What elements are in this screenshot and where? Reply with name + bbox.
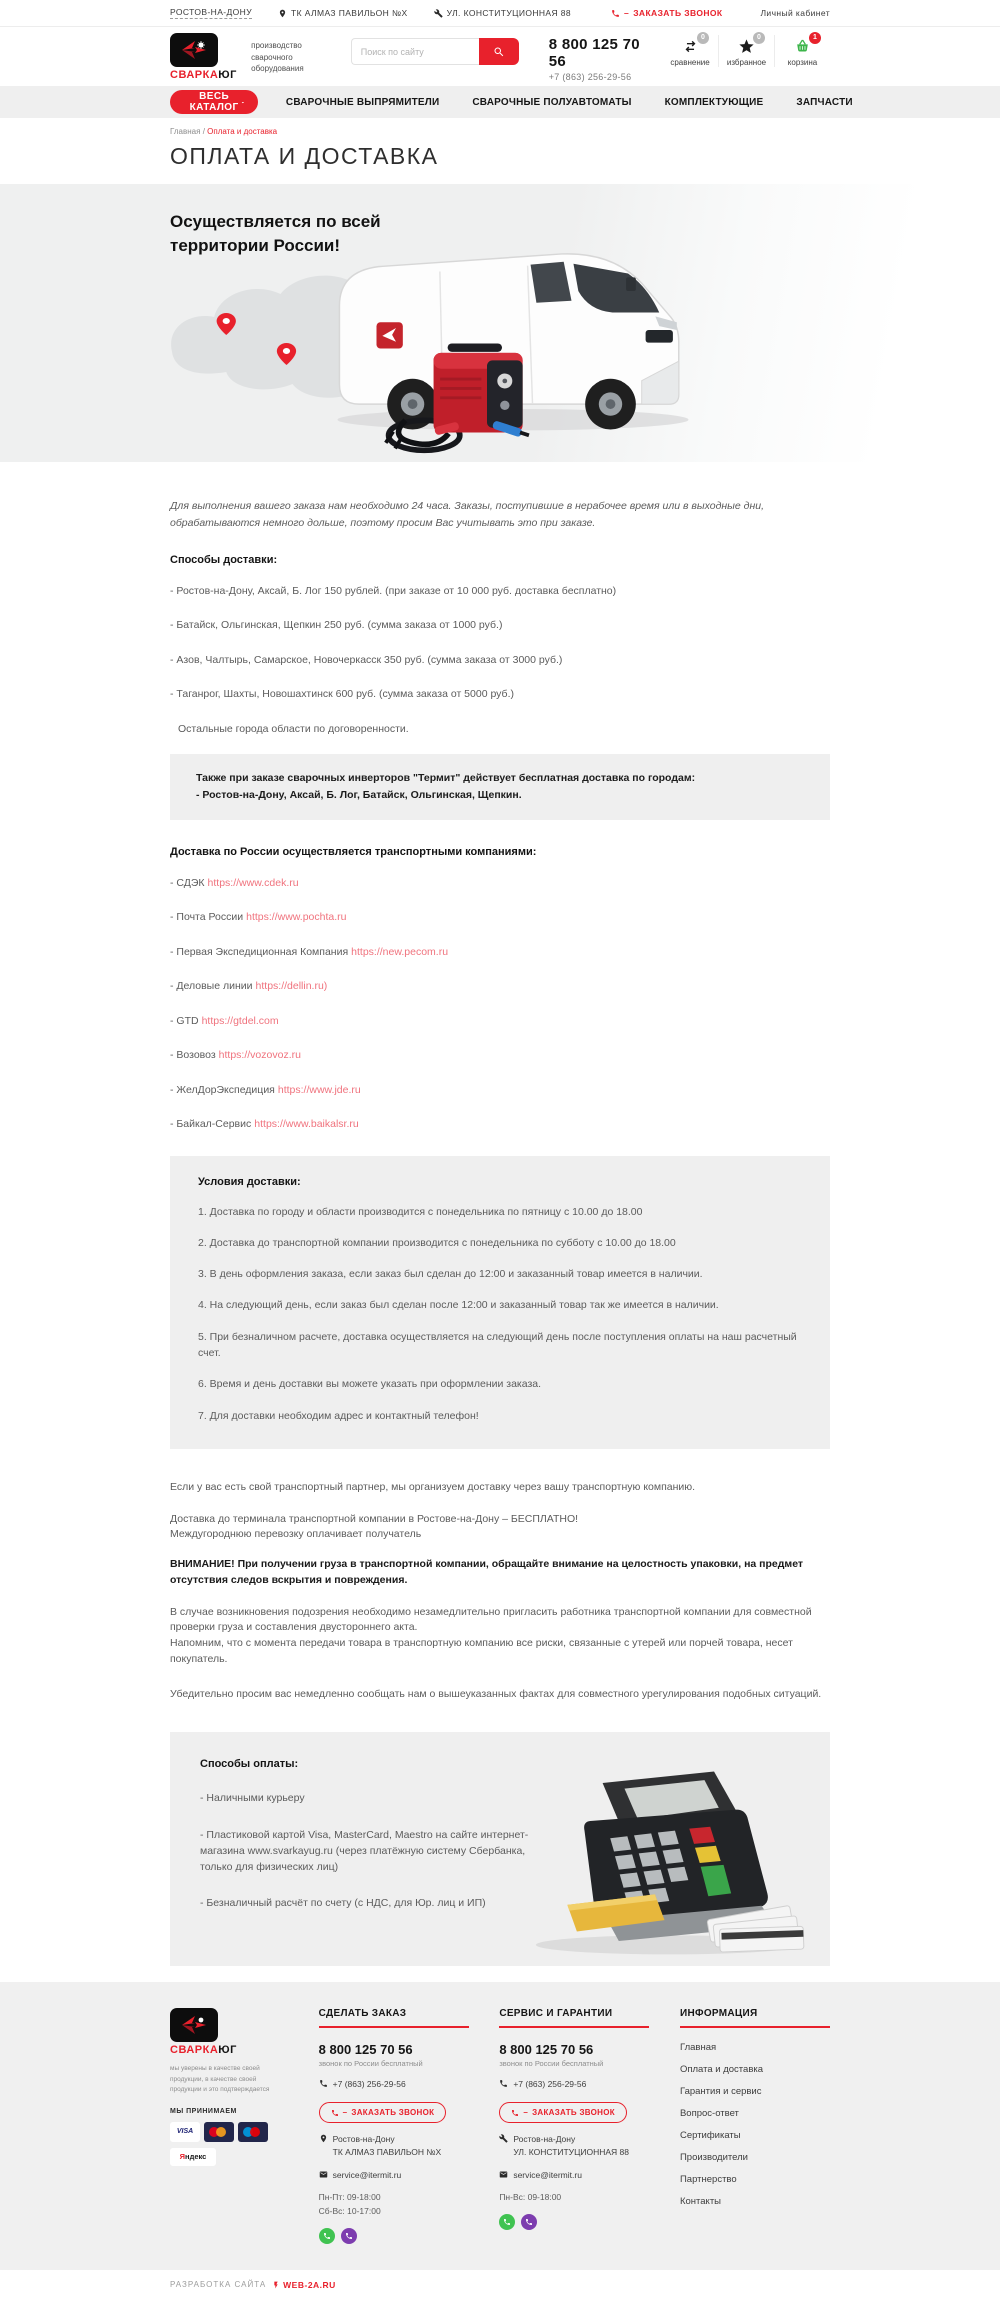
company-name: - Деловые линии — [170, 980, 253, 993]
favorites-count-badge: 0 — [753, 32, 765, 44]
footer-logo-wordmark — [170, 2044, 288, 2056]
companies-title: Доставка по России осуществляется транспортными компаниями: — [170, 845, 537, 858]
list-item: 4. На следующий день, если заказ был сделан после 12:00 и заказанный товар так же имеется в наличии. — [198, 1299, 719, 1312]
we-accept-label: МЫ ПРИНИМАЕМ — [170, 2107, 237, 2115]
callback-link[interactable] — [611, 8, 722, 18]
list-item — [170, 947, 830, 958]
list-item: - Батайск, Ольгинская, Щепкин 250 руб. (сумма заказа от 1000 руб.) — [170, 619, 503, 632]
nav-item-components[interactable]: КОМПЛЕКТУЮЩИЕ — [664, 96, 764, 108]
delivery-conditions-box — [170, 1156, 830, 1449]
logo-wordmark — [170, 69, 241, 81]
header — [0, 27, 1000, 86]
list-item — [170, 1016, 830, 1027]
footer-email-label: service@itermit.ru — [332, 2169, 402, 2180]
yandex-rest: ндекс — [185, 2152, 207, 2162]
logo-mark — [170, 33, 218, 67]
footer-phone-alt — [319, 2078, 469, 2091]
pos-terminal-graphic — [507, 1762, 822, 1962]
delivery-methods-list — [170, 586, 830, 700]
callback-button[interactable] — [319, 2102, 447, 2123]
favorites-button[interactable] — [718, 35, 774, 67]
breadcrumb — [170, 127, 830, 136]
termit-note-line1: Также при заказе сварочных инверторов "Термит" действует бесплатная доставка по городам: — [196, 772, 696, 785]
address-street — [434, 8, 571, 18]
phone-main: 8 800 125 70 56 — [548, 36, 640, 70]
breadcrumb-home[interactable]: Главная — [170, 127, 201, 136]
footer-phone-alt — [499, 2078, 649, 2091]
footer-phone-main: 8 800 125 70 56 — [318, 2042, 413, 2058]
footer-info-column — [680, 2008, 830, 2243]
mastercard-icon — [204, 2122, 234, 2142]
phone-icon — [499, 2079, 508, 2088]
logo-word-black: ЮГ — [218, 69, 237, 81]
delivery-note: Остальные города области по договоренности. — [178, 722, 409, 735]
delivery-banner — [0, 184, 1000, 462]
terminal-paragraph — [170, 1512, 830, 1542]
footer-link-faq[interactable]: Вопрос-ответ — [679, 2108, 739, 2120]
basket-icon — [794, 38, 811, 55]
developer-link[interactable] — [272, 2280, 336, 2290]
search — [351, 38, 519, 65]
breadcrumb-separator: / — [202, 127, 205, 136]
phone-alt: +7 (863) 256-29-56 — [548, 72, 632, 82]
nav-links — [286, 97, 853, 108]
viber-icon[interactable] — [521, 2214, 537, 2230]
nav-item-semiautomatics[interactable]: СВАРОЧНЫЕ ПОЛУАВТОМАТЫ — [472, 96, 632, 108]
compare-count-badge: 0 — [697, 32, 709, 44]
list-item — [170, 912, 830, 923]
list-item: - Пластиковой картой Visa, MasterCard, Maestro на сайте интернет-магазина www.svarkayug.ru (через платёжную систему Сбербанка, только для физических лиц) — [200, 1828, 529, 1874]
footer-logo-mark[interactable] — [170, 2008, 218, 2042]
search-input[interactable] — [351, 38, 479, 65]
location-pin-icon — [319, 2134, 328, 2143]
logo[interactable] — [170, 33, 241, 81]
lightning-icon — [272, 2280, 280, 2290]
header-phones — [549, 36, 640, 82]
cart-button[interactable] — [774, 35, 830, 67]
nav-item-spares[interactable]: ЗАПЧАСТИ — [796, 96, 853, 108]
suspicion-paragraph — [170, 1605, 830, 1668]
envelope-icon — [319, 2170, 328, 2179]
compare-button[interactable] — [662, 35, 718, 67]
footer-address-line2: УЛ. КОНСТИТУЦИОННАЯ 88 — [513, 2146, 629, 2157]
company-link[interactable]: https://gtdel.com — [201, 1014, 279, 1027]
list-item: 5. При безналичном расчете, доставка осуществляется на следующий день после поступления оплаты на наш расчетный счет. — [198, 1330, 797, 1360]
address-pavilion-label: ТК АЛМАЗ ПАВИЛЬОН №X — [291, 8, 408, 18]
list-item — [170, 878, 830, 889]
list-item — [170, 981, 830, 992]
list-item — [170, 1119, 830, 1130]
header-actions — [662, 35, 830, 67]
footer-social — [319, 2228, 469, 2244]
tagline: производство сварочного оборудования — [251, 41, 304, 74]
maestro-icon — [238, 2122, 268, 2142]
company-name: - СДЭК — [170, 876, 205, 889]
termit-note-line2: - Ростов-на-Дону, Аксай, Б. Лог, Батайск, Ольгинская, Щепкин. — [196, 788, 522, 801]
city-selector[interactable]: РОСТОВ-НА-ДОНУ — [170, 7, 253, 17]
footer-about-text: мы уверены в качестве своей продукции, в качестве своей продукции и это подтверждается — [170, 2065, 270, 2094]
footer-service-column — [499, 2008, 649, 2243]
compare-label: сравнение — [670, 58, 710, 67]
footer — [0, 1982, 1000, 2269]
conditions-list — [198, 1204, 802, 1424]
phone-icon — [511, 2109, 519, 2117]
hours-line1: Пн-Вс: 09-18:00 — [499, 2192, 562, 2203]
footer-bottom-bar — [0, 2270, 1000, 2300]
delivery-methods-title: Способы доставки: — [170, 553, 278, 566]
brand-arrow-icon — [179, 38, 209, 62]
catalog-button[interactable] — [170, 90, 258, 114]
partner-paragraph: Если у вас есть свой транспортный партнер, мы организуем доставку через вашу транспортную компанию. — [170, 1480, 696, 1493]
callback-label: ЗАКАЗАТЬ ЗВОНОК — [633, 8, 723, 18]
footer-link-certificates[interactable]: Сертификаты — [679, 2130, 741, 2142]
payment-methods-box — [170, 1732, 830, 1966]
chevron-down-icon — [240, 98, 246, 107]
callback-dash: – — [523, 2108, 529, 2118]
list-item: 6. Время и день доставки вы можете указать при оформлении заказа. — [198, 1378, 542, 1391]
visa-card-icon: VISA — [170, 2122, 200, 2142]
viber-icon[interactable] — [341, 2228, 357, 2244]
suspicion-line1: В случае возникновения подозрения необходимо незамедлительно пригласить работника транспортной компании для совместной проверки груза и составления двустороннего акта. — [170, 1605, 812, 1634]
info-column-title: ИНФОРМАЦИЯ — [680, 2008, 830, 2028]
banner-heading — [170, 210, 381, 258]
footer-hours — [319, 2191, 469, 2218]
company-name: - Первая Экспедиционная Компания — [170, 945, 349, 958]
nav-item-rectifiers[interactable]: СВАРОЧНЫЕ ВЫПРЯМИТЕЛИ — [285, 96, 440, 108]
suspicion-line2: Напомним, что с момента передачи товара в транспортную компанию все риски, связанные с утерей или порчей товара, несет покупатель. — [170, 1637, 793, 1665]
phone-icon — [319, 2079, 328, 2088]
footer-link-warranty-service[interactable]: Гарантия и сервис — [679, 2086, 762, 2098]
company-name: - ЖелДорЭкспедиция — [170, 1083, 275, 1096]
list-item — [170, 1050, 830, 1061]
company-link[interactable]: https://vozovoz.ru — [218, 1049, 301, 1062]
company-link[interactable]: https://www.jde.ru — [277, 1083, 361, 1096]
main-content — [170, 462, 830, 1966]
favorites-label: избранное — [726, 58, 767, 67]
company-link[interactable]: https://www.baikalsr.ru — [254, 1118, 359, 1131]
footer-brand-column — [170, 2008, 288, 2243]
whatsapp-icon[interactable] — [319, 2228, 335, 2244]
callback-label: ЗАКАЗАТЬ ЗВОНОК — [532, 2108, 615, 2118]
wrench-icon — [499, 2134, 508, 2143]
phone-icon — [331, 2109, 339, 2117]
footer-links — [680, 2042, 830, 2207]
phone-icon — [611, 9, 620, 18]
intro-paragraph: Для выполнения вашего заказа нам необходимо 24 часа. Заказы, поступившие в нерабочее время или в выходные дни, обрабатываются немного дольше, поэтому просим Вас учитывать это при заказе. — [170, 500, 764, 529]
footer-social — [499, 2214, 649, 2230]
company-link[interactable]: https://dellin.ru) — [255, 980, 328, 993]
welding-machine-graphic — [382, 334, 532, 456]
footer-order-column — [319, 2008, 469, 2243]
payment-cards — [170, 2122, 288, 2142]
payment-methods-list — [200, 1790, 545, 1911]
yandex-payment-icon — [170, 2148, 216, 2166]
footer-address-line2: ТК АЛМАЗ ПАВИЛЬОН №X — [332, 2146, 442, 2157]
footer-hours — [499, 2191, 649, 2205]
list-item: - Таганрог, Шахты, Новошахтинск 600 руб. (сумма заказа от 5000 руб.) — [170, 688, 514, 701]
address-pavilion — [278, 8, 408, 18]
brand-arrow-icon — [179, 2013, 209, 2037]
list-item — [170, 1085, 830, 1096]
company-name: - GTD — [170, 1014, 199, 1027]
order-column-title: СДЕЛАТЬ ЗАКАЗ — [319, 2008, 469, 2028]
main-nav — [0, 86, 1000, 118]
termit-free-delivery-box — [170, 754, 830, 820]
company-name: - Возовоз — [170, 1049, 216, 1062]
service-column-title: СЕРВИС И ГАРАНТИИ — [499, 2008, 649, 2028]
list-item: 2. Доставка до транспортной компании производится с понедельника по субботу с 10.00 до 18.00 — [198, 1236, 676, 1249]
attention-paragraph: ВНИМАНИЕ! При получении груза в транспортной компании, обращайте внимание на целостность упаковки, на предмет отсутствия следов вскрытия и повреждения. — [170, 1558, 804, 1587]
final-note-paragraph: Убедительно просим вас немедленно сообщать нам о вышеуказанных фактах для совместного урегулирования подобных ситуаций. — [170, 1687, 822, 1700]
footer-phone-note: звонок по России бесплатный — [499, 2059, 604, 2069]
location-pin-icon — [278, 9, 287, 18]
page-title: ОПЛАТА И ДОСТАВКА — [170, 143, 439, 169]
footer-address-line1: Ростов-на-Дону — [513, 2134, 576, 2145]
footer-phone-alt-label: +7 (863) 256-29-56 — [513, 2079, 587, 2090]
footer-email[interactable] — [319, 2169, 469, 2182]
cart-label: корзина — [787, 58, 818, 67]
company-name: - Байкал-Сервис — [170, 1118, 252, 1131]
callback-dash: – — [342, 2108, 348, 2118]
list-item: - Наличными курьеру — [200, 1792, 305, 1805]
list-item: - Ростов-на-Дону, Аксай, Б. Лог 150 рублей. (при заказе от 10 000 руб. доставка бесплатно) — [170, 584, 617, 597]
banner-heading-line1: Осуществляется по всей — [170, 212, 381, 231]
footer-link-manufacturers[interactable]: Производители — [679, 2152, 748, 2164]
list-item: 7. Для доставки необходим адрес и контактный телефон! — [198, 1409, 479, 1422]
banner-heading-line2: территории России! — [170, 235, 341, 255]
compare-icon — [682, 38, 699, 55]
topbar — [0, 0, 1000, 27]
logo-word-black: ЮГ — [218, 2044, 237, 2057]
footer-phone-main: 8 800 125 70 56 — [499, 2042, 594, 2058]
list-item: 1. Доставка по городу и области производится с понедельника по пятницу с 10.00 до 18.00 — [198, 1205, 643, 1218]
footer-phone-alt-label: +7 (863) 256-29-56 — [332, 2079, 406, 2090]
envelope-icon — [499, 2170, 508, 2179]
developer-prefix: РАЗРАБОТКА САЙТА — [170, 2280, 267, 2290]
callback-button[interactable] — [499, 2102, 627, 2123]
conditions-title: Условия доставки: — [198, 1175, 301, 1188]
footer-email-label: service@itermit.ru — [513, 2169, 582, 2180]
hours-line1: Пн-Пт: 09-18:00 — [318, 2192, 381, 2203]
footer-email[interactable] — [499, 2169, 649, 2182]
list-item: - Азов, Чалтырь, Самарское, Новочеркасск 350 руб. (сумма заказа от 3000 руб.) — [170, 653, 563, 666]
company-link[interactable]: https://www.cdek.ru — [207, 876, 299, 889]
star-icon — [738, 38, 755, 55]
logo-word-red: СВАРКА — [170, 69, 219, 81]
company-link[interactable]: https://new.pecom.ru — [351, 945, 449, 958]
company-name: - Почта России — [170, 911, 244, 924]
account-link[interactable]: Личный кабинет — [760, 8, 830, 18]
footer-link-home[interactable]: Главная — [679, 2042, 717, 2054]
breadcrumb-current: Оплата и доставка — [207, 127, 278, 136]
list-item: - Безналичный расчёт по счету (с НДС, для Юр. лиц и ИП) — [200, 1897, 486, 1910]
hours-line2: Сб-Вс: 10-17:00 — [318, 2205, 381, 2216]
logo-word-red: СВАРКА — [170, 2044, 219, 2057]
terminal-line2: Междугороднюю перевозку оплачивает получатель — [170, 1527, 422, 1540]
list-item: 3. В день оформления заказа, если заказ был сделан до 12:00 и заказанный товар имеется в наличии. — [198, 1268, 703, 1281]
footer-address — [499, 2133, 649, 2159]
terminal-line1: Доставка до терминала транспортной компании в Ростове-на-Дону – БЕСПЛАТНО! — [170, 1512, 579, 1525]
footer-phone-note: звонок по России бесплатный — [318, 2059, 423, 2069]
callback-dash: – — [624, 8, 630, 18]
footer-address — [319, 2133, 469, 2159]
catalog-button-label: ВЕСЬ КАТАЛОГ — [189, 91, 239, 113]
company-link[interactable]: https://www.pochta.ru — [246, 911, 347, 924]
developer-name: WEB-2A.RU — [283, 2279, 336, 2290]
companies-list — [170, 878, 830, 1130]
cart-count-badge: 1 — [809, 32, 821, 44]
search-icon — [493, 46, 505, 58]
footer-link-partnership[interactable]: Партнерство — [679, 2174, 737, 2186]
search-button[interactable] — [479, 38, 519, 65]
footer-address-line1: Ростов-на-Дону — [332, 2134, 395, 2145]
address-street-label: УЛ. КОНСТИТУЦИОННАЯ 88 — [446, 8, 572, 18]
callback-label: ЗАКАЗАТЬ ЗВОНОК — [351, 2108, 435, 2118]
footer-link-payment-delivery[interactable]: Оплата и доставка — [679, 2064, 764, 2076]
yandex-letter: Я — [179, 2152, 186, 2162]
footer-link-contacts[interactable]: Контакты — [679, 2196, 722, 2208]
whatsapp-icon[interactable] — [499, 2214, 515, 2230]
wrench-icon — [434, 9, 443, 18]
payment-title: Способы оплаты: — [200, 1758, 299, 1771]
